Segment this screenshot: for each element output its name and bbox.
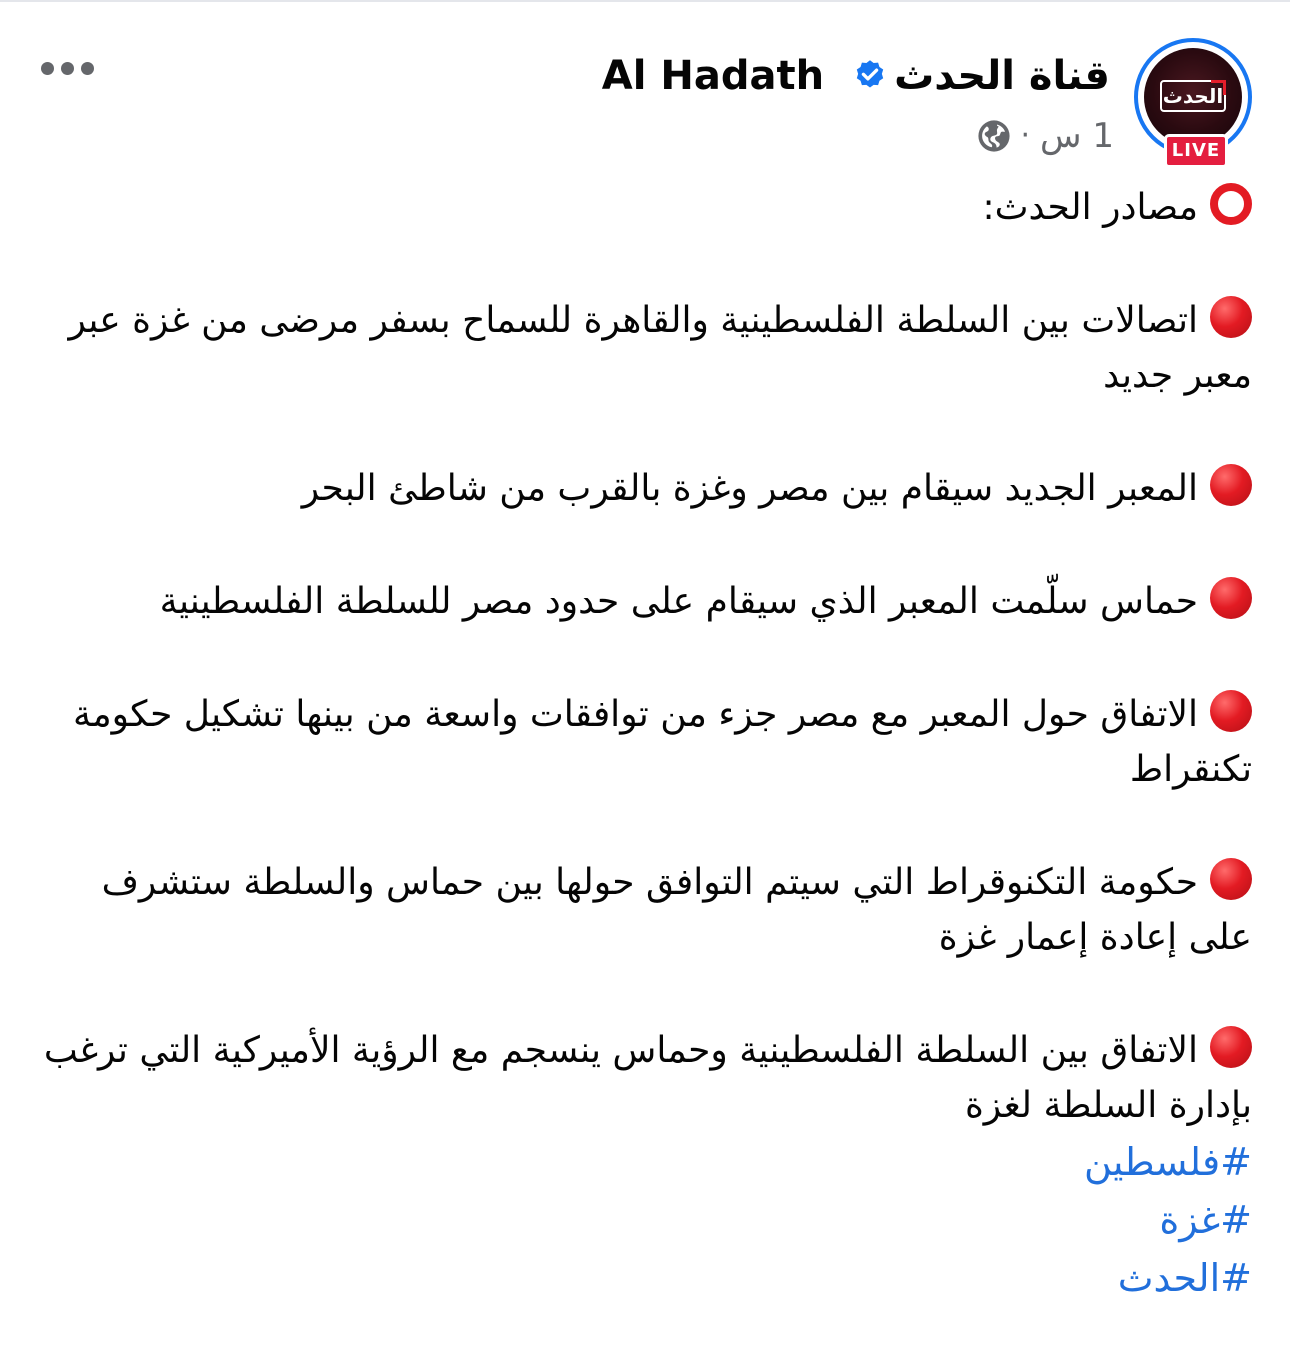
hashtag-link[interactable]: #فلسطين xyxy=(1083,1140,1252,1184)
page-name-arabic[interactable]: قناة الحدث xyxy=(894,53,1110,99)
post-item-text: اتصالات بين السلطة الفلسطينية والقاهرة للسماح بسفر مرضى من غزة عبر معبر جديد xyxy=(68,300,1252,396)
page-name-latin[interactable]: Al Hadath xyxy=(601,53,825,99)
post-item xyxy=(30,293,1252,403)
avatar-logo xyxy=(1160,80,1226,112)
red-circle-icon xyxy=(1210,577,1252,619)
live-badge: LIVE xyxy=(1164,134,1228,168)
red-circle-icon xyxy=(1210,690,1252,732)
post-item-text: حماس سلّمت المعبر الذي سيقام على حدود مصر للسلطة الفلسطينية xyxy=(159,581,1198,622)
more-options-icon xyxy=(41,62,54,75)
more-options-button[interactable] xyxy=(38,56,98,82)
hollow-red-circle-icon xyxy=(1210,183,1252,225)
page-name-row xyxy=(602,48,1110,104)
avatar-image xyxy=(1144,48,1242,146)
red-circle-icon xyxy=(1210,464,1252,506)
post-title-text: مصادر الحدث: xyxy=(982,187,1198,228)
post-item xyxy=(30,687,1252,797)
post-item xyxy=(30,1023,1252,1133)
post-item-text: المعبر الجديد سيقام بين مصر وغزة بالقرب من شاطئ البحر xyxy=(301,468,1198,509)
red-circle-icon xyxy=(1210,858,1252,900)
post-item-text: حكومة التكنوقراط التي سيتم التوافق حولها بين حماس والسلطة ستشرف على إعادة إعمار غزة xyxy=(101,862,1252,958)
post-item-text: الاتفاق بين السلطة الفلسطينية وحماس ينسجم مع الرؤية الأميركية التي ترغب بإدارة السلطة لغزة xyxy=(43,1030,1252,1126)
hashtag-link[interactable]: #الحدث xyxy=(1117,1256,1252,1300)
more-options-dot xyxy=(61,62,74,75)
red-circle-icon xyxy=(1210,1026,1252,1068)
avatar-logo-text: الحدث xyxy=(1162,84,1224,108)
red-circle-icon xyxy=(1210,296,1252,338)
post-header xyxy=(0,0,1290,175)
post-timestamp[interactable]: 1 س xyxy=(1040,116,1114,156)
verified-badge-icon xyxy=(852,58,888,94)
post-body xyxy=(30,180,1252,1307)
globe-icon[interactable] xyxy=(977,119,1011,153)
post-meta xyxy=(977,114,1115,158)
avatar-logo-mark xyxy=(1211,80,1226,95)
post-item xyxy=(30,855,1252,965)
meta-separator: · xyxy=(1020,118,1031,153)
more-options-dot xyxy=(81,62,94,75)
hashtag-list xyxy=(30,1133,1252,1307)
post-item xyxy=(30,461,1252,516)
post-item-text: الاتفاق حول المعبر مع مصر جزء من توافقات واسعة من بينها تشكيل حكومة تكنقراط xyxy=(73,694,1252,790)
post-item xyxy=(30,574,1252,629)
post-title-line xyxy=(30,180,1252,235)
hashtag-link[interactable]: #غزة xyxy=(1159,1198,1252,1242)
